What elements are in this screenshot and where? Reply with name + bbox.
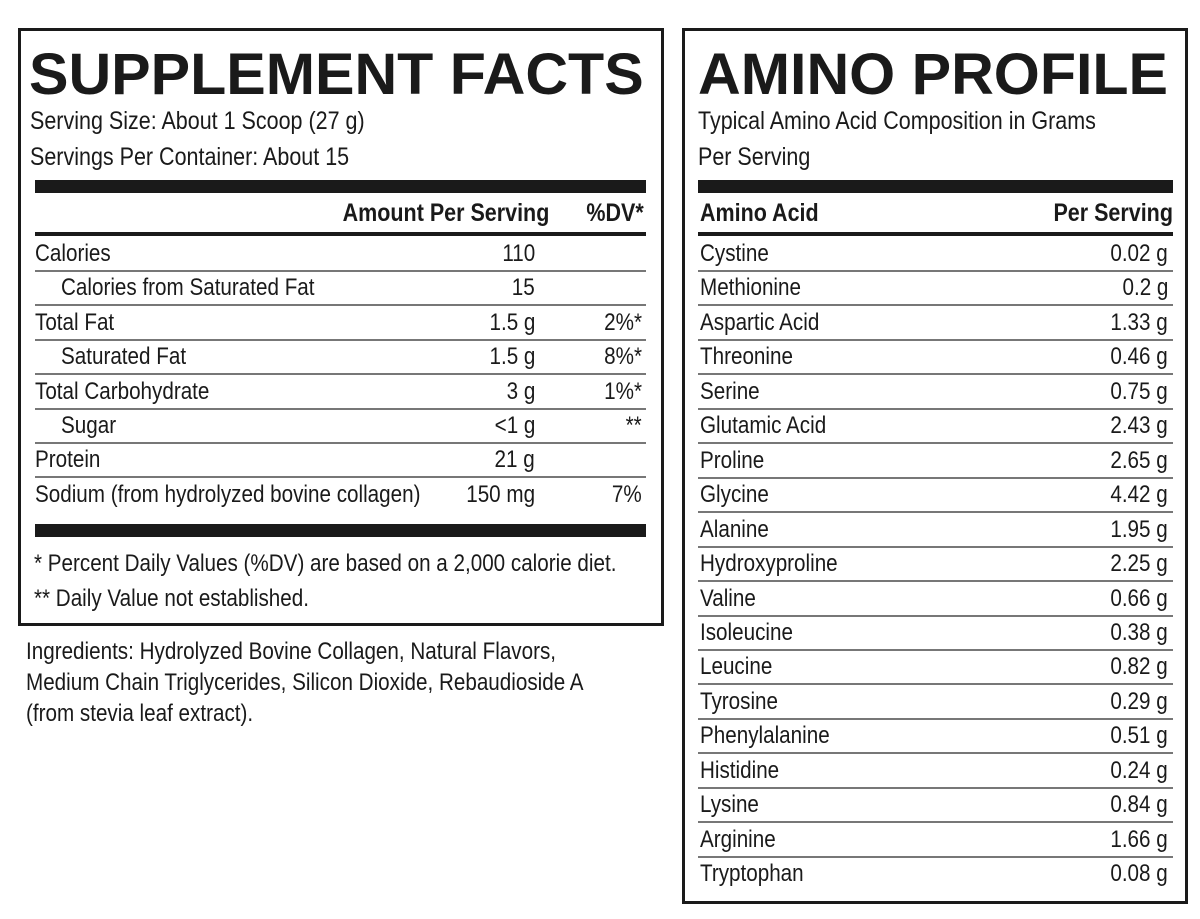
amino-acid-amount: 2.25 g <box>1110 550 1168 578</box>
footnote-not-established: ** Daily Value not established. <box>34 585 309 612</box>
amino-acid-name: Cystine <box>700 240 769 267</box>
nutrient-label: Sugar <box>61 412 117 439</box>
table-row <box>698 583 1173 617</box>
amino-profile-panel <box>682 28 1188 904</box>
amino-acid-amount: 0.46 g <box>1110 343 1168 371</box>
table-row <box>35 479 646 513</box>
table-row <box>698 755 1173 789</box>
nutrient-label: Sodium (from hydrolyzed bovine collagen) <box>35 480 421 508</box>
nutrient-label: Protein <box>35 446 101 474</box>
nutrient-dv: ** <box>625 412 642 439</box>
amino-acid-amount: 0.75 g <box>1110 377 1168 405</box>
servings-per-container: Servings Per Container: About 15 <box>30 143 350 171</box>
amino-acid-name: Methionine <box>700 274 801 302</box>
ingredients-line: Ingredients: Hydrolyzed Bovine Collagen, Natural Flavors, <box>26 638 557 665</box>
header-dv: %DV* <box>586 199 644 227</box>
amino-acid-amount: 0.08 g <box>1110 860 1168 888</box>
table-row <box>698 824 1173 858</box>
amino-acid-name: Aspartic Acid <box>700 308 820 336</box>
table-row <box>35 341 646 375</box>
amino-acid-amount: 0.38 g <box>1110 618 1168 646</box>
table-row <box>698 858 1173 892</box>
amino-acid-name: Serine <box>700 377 760 405</box>
nutrient-amount: 1.5 g <box>489 308 535 336</box>
nutrient-amount: 21 g <box>494 446 535 474</box>
amino-acid-amount: 0.51 g <box>1110 722 1168 750</box>
table-row <box>35 238 646 272</box>
ingredients-line: Medium Chain Triglycerides, Silicon Dioxide, Rebaudioside A <box>26 669 584 696</box>
amino-table-header <box>698 195 1173 235</box>
header-amino-acid: Amino Acid <box>700 199 819 227</box>
amino-acid-amount: 0.66 g <box>1110 584 1168 612</box>
table-row <box>698 514 1173 548</box>
thick-divider-bottom <box>35 524 646 537</box>
table-row <box>698 410 1173 444</box>
amino-acid-amount: 1.66 g <box>1110 825 1168 853</box>
serving-size: Serving Size: About 1 Scoop (27 g) <box>30 107 365 135</box>
amino-acid-amount: 1.95 g <box>1110 515 1168 543</box>
nutrient-dv: 7% <box>612 480 642 508</box>
table-row <box>698 479 1173 513</box>
amino-acid-amount: 4.42 g <box>1110 481 1168 509</box>
nutrient-amount: 1.5 g <box>489 343 535 371</box>
table-row <box>698 272 1173 306</box>
amino-acid-amount: 0.82 g <box>1110 653 1168 681</box>
amino-acid-name: Phenylalanine <box>700 722 830 750</box>
supplement-facts-title: SUPPLEMENT FACTS <box>29 42 644 107</box>
footnote-dv: * Percent Daily Values (%DV) are based on a 2,000 calorie diet. <box>34 550 617 577</box>
amino-acid-name: Lysine <box>700 791 759 819</box>
header-divider <box>698 232 1173 236</box>
ingredients-line: (from stevia leaf extract). <box>26 700 254 727</box>
amino-acid-amount: 2.43 g <box>1110 412 1168 440</box>
amino-acid-amount: 0.84 g <box>1110 791 1168 819</box>
table-header <box>35 195 646 235</box>
amino-profile-title: AMINO PROFILE <box>698 42 1168 107</box>
nutrient-amount: 3 g <box>506 377 535 405</box>
amino-acid-name: Glutamic Acid <box>700 412 827 440</box>
table-row <box>35 444 646 478</box>
thick-divider <box>35 180 646 193</box>
table-row <box>35 272 646 306</box>
table-row <box>698 548 1173 582</box>
amino-acid-name: Hydroxyproline <box>700 550 838 578</box>
amino-subtitle-line2: Per Serving <box>698 143 811 171</box>
nutrient-label: Calories <box>35 240 111 267</box>
table-row <box>35 307 646 341</box>
nutrient-label: Total Fat <box>35 308 115 336</box>
amino-acid-name: Tryptophan <box>700 860 804 888</box>
table-row <box>698 651 1173 685</box>
header-per-serving: Per Serving <box>1053 199 1173 227</box>
amino-acid-name: Valine <box>700 584 756 612</box>
amino-acid-name: Tyrosine <box>700 687 779 715</box>
supplement-facts-panel <box>18 28 664 626</box>
amino-acid-name: Proline <box>700 446 765 474</box>
amino-acid-amount: 0.29 g <box>1110 687 1168 715</box>
table-row <box>35 376 646 410</box>
nutrient-label: Calories from Saturated Fat <box>61 274 315 302</box>
table-row <box>698 238 1173 272</box>
nutrient-dv: 2%* <box>604 308 642 336</box>
nutrient-label: Saturated Fat <box>61 343 187 371</box>
table-row <box>698 341 1173 375</box>
table-row <box>698 686 1173 720</box>
amino-acid-amount: 0.02 g <box>1110 240 1168 267</box>
header-amount: Amount Per Serving <box>342 199 549 227</box>
amino-acid-amount: 0.2 g <box>1122 274 1168 302</box>
nutrient-amount: 110 <box>502 240 535 267</box>
ingredients-text <box>26 636 584 729</box>
amino-acid-name: Leucine <box>700 653 773 681</box>
amino-acid-amount: 1.33 g <box>1110 308 1168 336</box>
table-row <box>35 410 646 444</box>
nutrient-amount: <1 g <box>494 412 535 439</box>
table-row <box>698 307 1173 341</box>
header-divider <box>35 232 646 236</box>
amino-subtitle-line1: Typical Amino Acid Composition in Grams <box>698 107 1096 135</box>
table-row <box>698 376 1173 410</box>
amino-acid-amount: 2.65 g <box>1110 446 1168 474</box>
amino-acid-name: Isoleucine <box>700 618 793 646</box>
table-row <box>698 445 1173 479</box>
table-row <box>698 617 1173 651</box>
amino-acid-name: Glycine <box>700 481 769 509</box>
amino-acid-name: Threonine <box>700 343 793 371</box>
table-row <box>698 789 1173 823</box>
table-row <box>698 720 1173 754</box>
amino-acid-name: Alanine <box>700 515 769 543</box>
nutrient-amount: 150 mg <box>466 480 535 508</box>
nutrient-dv: 1%* <box>604 377 642 405</box>
amino-acid-name: Arginine <box>700 825 776 853</box>
nutrient-dv: 8%* <box>604 343 642 371</box>
amino-acid-amount: 0.24 g <box>1110 756 1168 784</box>
nutrient-amount: 15 <box>512 274 535 302</box>
nutrient-label: Total Carbohydrate <box>35 377 210 405</box>
thick-divider <box>698 180 1173 193</box>
amino-acid-name: Histidine <box>700 756 780 784</box>
